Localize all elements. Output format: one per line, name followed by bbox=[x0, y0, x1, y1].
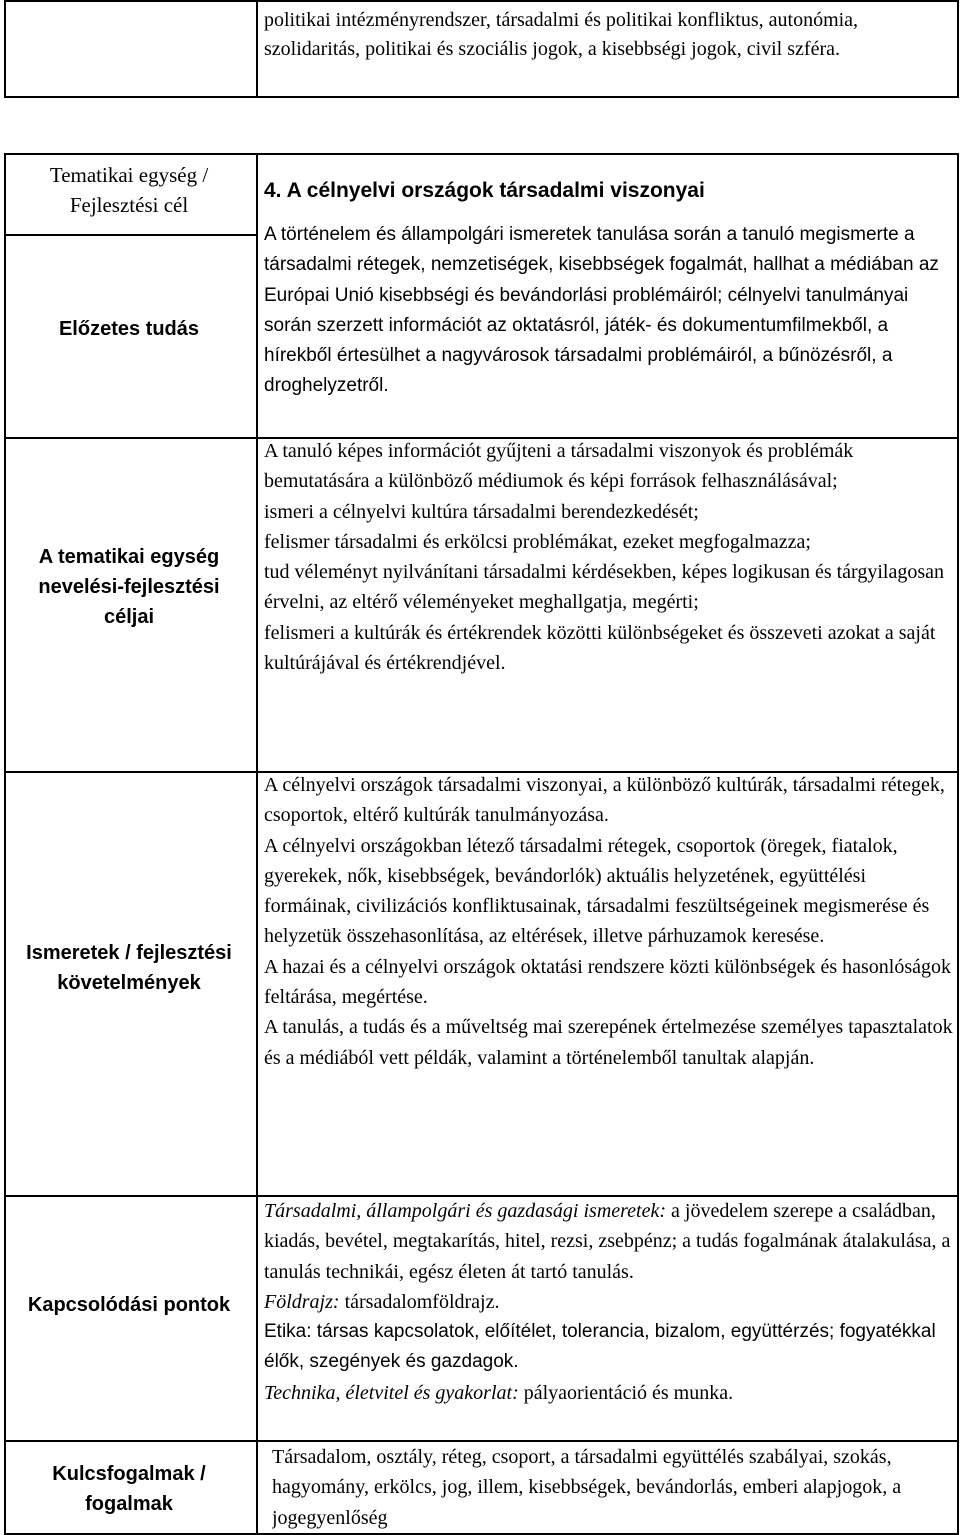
kulcsfogalmak-cell bbox=[272, 1442, 952, 1534]
kapcsolodasi-text: társas kapcsolatok, előítélet, tolerancia, bizalom, együttérzés; fogyatékkal élők, szegények és gazdagok. bbox=[264, 1321, 936, 1373]
label-kapcsolodasi: Kapcsolódási pontok bbox=[27, 1294, 231, 1316]
ismeretek-cell bbox=[264, 770, 954, 1073]
kapcsolodasi-item bbox=[264, 1196, 954, 1287]
kapcsolodasi-text: pályaorientáció és munka. bbox=[518, 1381, 734, 1404]
kapcsolodasi-item bbox=[264, 1287, 954, 1317]
row-divider bbox=[4, 234, 256, 236]
kapcsolodasi-text: a jövedelem szerepe a családban, kiadás, bevétel, megtakarítás, hitel, rezsi, zsebpénz; a tudás fogalmának átalakulása, a tanulás technikái, egész életen át tartó tanulás. bbox=[264, 1200, 951, 1283]
kapcsolodasi-subject: Etika: bbox=[264, 1321, 312, 1343]
celjai-line: felismer társadalmi és erkölcsi problémákat, ezeket megfogalmazza; bbox=[264, 530, 811, 553]
kapcsolodasi-subject: Társadalmi, állampolgári és gazdasági ismeretek: bbox=[264, 1200, 667, 1222]
label-ismeretek: Ismeretek / fejlesztési követelmények bbox=[26, 942, 232, 994]
celjai-line: tud véleményt nyilvánítani társadalmi kérdésekben, képes logikusan és tárgyilagosan érvelni, az eltérő véleményeket meghallgatja, megérti; bbox=[264, 561, 944, 614]
kapcsolodasi-item bbox=[264, 1378, 954, 1408]
kapcsolodasi-subject: Technika, életvitel és gyakorlat: bbox=[264, 1381, 519, 1404]
title-cell bbox=[264, 176, 954, 206]
top-table-divider bbox=[256, 0, 258, 98]
top-row-text: politikai intézményrendszer, társadalmi és politikai konfliktus, autonómia, szolidaritás, politikai és szociális jogok, a kisebbségi jogok, civil szféra. bbox=[264, 9, 859, 60]
ismeretek-paragraph: A tanulás, a tudás és a műveltség mai szerepének értelmezése személyes tapasztalatok és a médiából vett példák, valamint a történelemből tanultak alapján. bbox=[264, 1016, 953, 1069]
ismeretek-paragraph: A hazai és a célnyelvi országok oktatási rendszere közti különbségek és hasonlóságok feltárása, megértése. bbox=[264, 955, 952, 1009]
kapcsolodasi-item bbox=[264, 1317, 954, 1378]
elozetes-tudas-cell bbox=[264, 220, 954, 402]
celjai-line: felismeri a kultúrák és értékrendek közötti különbségeket és összeveti azokat a saját kultúrájával és értékrendjével. bbox=[264, 621, 936, 675]
label-kulcsfogalmak: Kulcsfogalmak / fogalmak bbox=[52, 1463, 206, 1515]
ismeretek-paragraph: A célnyelvi országokban létező társadalmi rétegek, csoportok (öregek, fiatalok, gyerekek, nők, kisebbségek, bevándorlók) aktuális helyzetének, együttélési formáinak, civilizációs konfliktusainak, társadalmi feszültségeinek megismerése és helyzetük összehasonlítása, az eltérések, illetve párhuzamok keresése. bbox=[264, 834, 930, 948]
kapcsolodasi-text: társadalomföldrajz. bbox=[339, 1290, 500, 1313]
label-tematikai-egyseg: Tematikai egység / Fejlesztési cél bbox=[49, 163, 209, 217]
label-celjai: A tematikai egység nevelési-fejlesztési céljai bbox=[38, 546, 220, 628]
celjai-line: A tanuló képes információt gyűjteni a társadalmi viszonyok és problémák bemutatására a különböző médiumok és képi források felhasználásával; bbox=[264, 440, 854, 493]
kulcsfogalmak-text: Társadalom, osztály, réteg, csoport, a társadalmi együttélés szabályai, szokás, hagyomány, erkölcs, jog, illem, kisebbségek, bevándorlás, emberi alapjogok, a jogegyenlőség bbox=[272, 1446, 902, 1529]
unit-title: 4. A célnyelvi országok társadalmi viszonyai bbox=[264, 179, 705, 202]
kapcsolodasi-cell bbox=[264, 1196, 954, 1408]
celjai-cell bbox=[264, 436, 954, 678]
label-elozetes-tudas: Előzetes tudás bbox=[58, 318, 200, 340]
kapcsolodasi-subject: Földrajz: bbox=[264, 1290, 340, 1313]
celjai-line: ismeri a célnyelvi kultúra társadalmi berendezkedését; bbox=[264, 500, 699, 523]
main-table-divider bbox=[256, 153, 258, 1535]
ismeretek-paragraph: A célnyelvi országok társadalmi viszonyai, a különböző kultúrák, társadalmi rétegek, csoportok, eltérő kultúrák tanulmányozása. bbox=[264, 774, 945, 827]
elozetes-tudas-text: A történelem és állampolgári ismeretek tanulása során a tanuló megismerte a társadalmi rétegek, nemzetiségek, kisebbségek fogalmát, hallhat a médiában az Európai Unió kisebbségi és bevándorlási problémáiról; célnyelvi tanulmányai során szerzett információt az oktatásról, játék- és dokumentumfilmekből, a hírekből értesülhet a nagyvárosok társadalmi problémáiról, a bűnözésről, a droghelyzetről. bbox=[264, 224, 939, 397]
